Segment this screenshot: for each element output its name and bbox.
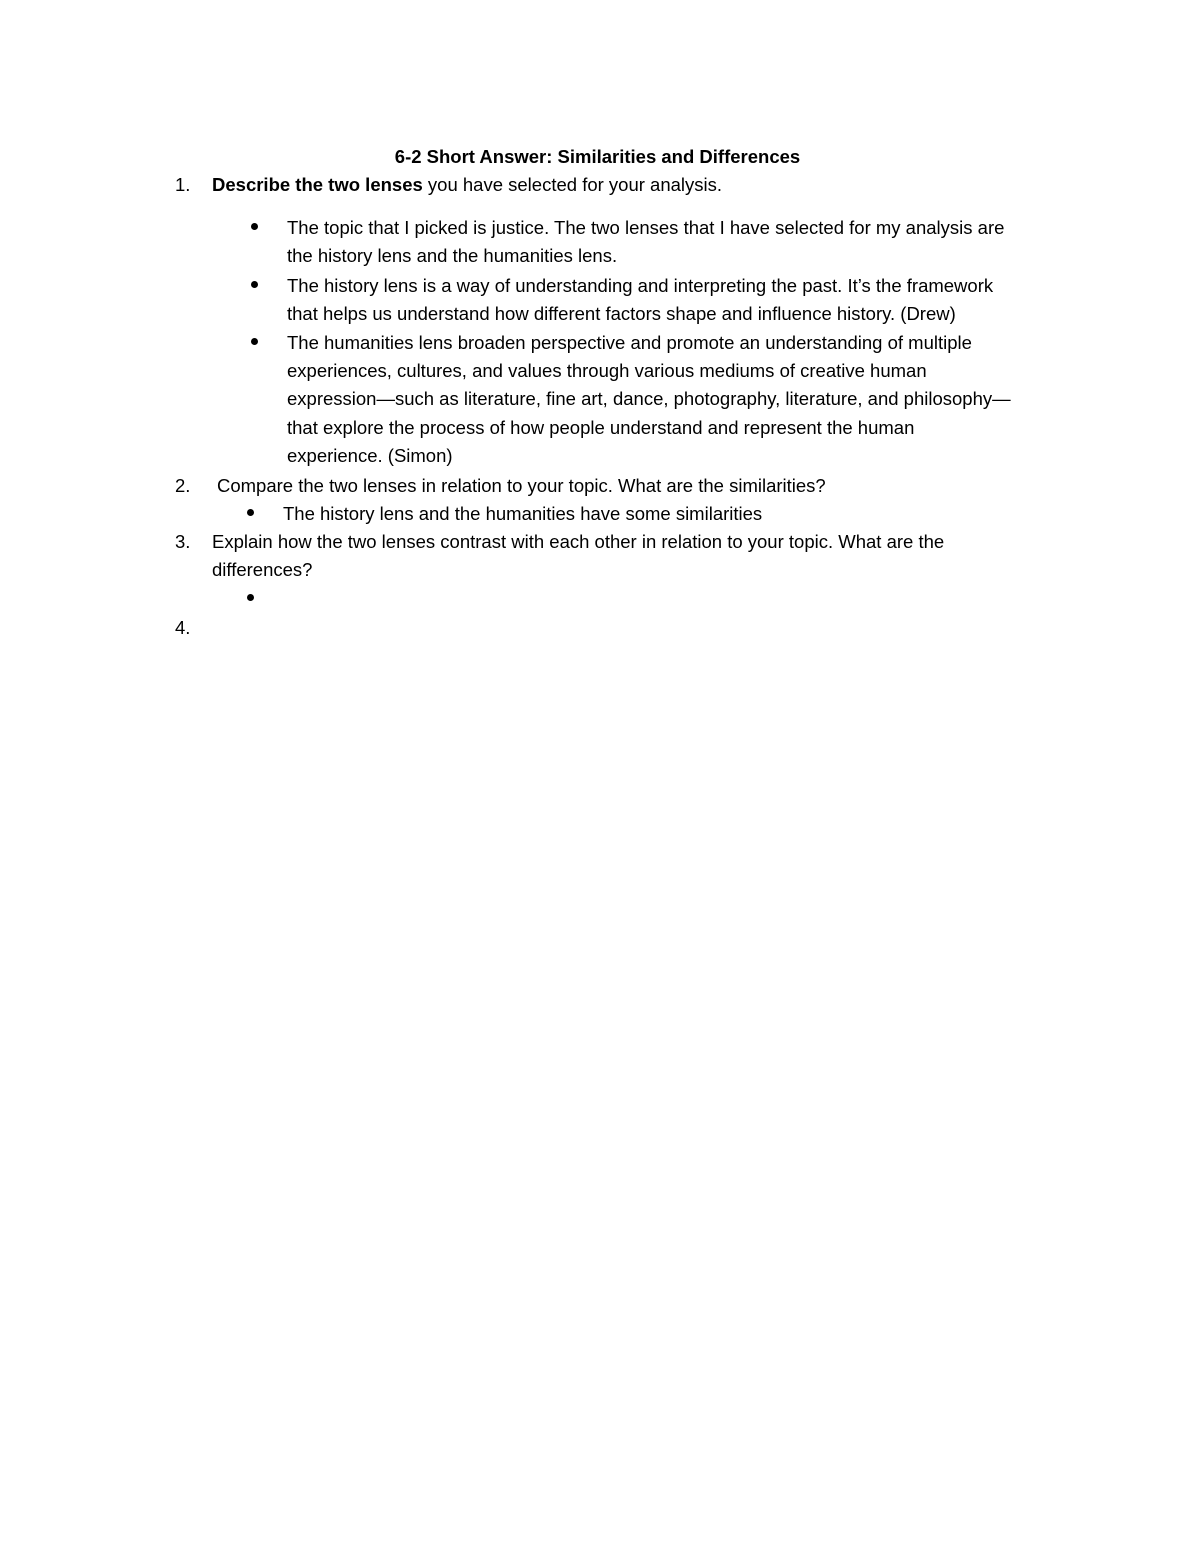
- bullet-icon: [247, 594, 254, 601]
- question-3-line-1: Explain how the two lenses contrast with each other in relation to your topic. What are the: [212, 531, 945, 552]
- list-number-2: 2.: [175, 475, 191, 496]
- question-1-rest: you have selected for your analysis.: [422, 174, 723, 195]
- question-3-line-2: differences?: [212, 559, 313, 580]
- answer-1c-line-4: that explore the process of how people understand and represent the human: [287, 417, 915, 438]
- bullet-icon: [251, 338, 258, 345]
- bullet-icon: [247, 509, 254, 516]
- question-1-bold: Describe the two lenses: [212, 174, 423, 195]
- answer-1a-line-1: The topic that I picked is justice. The two lenses that I have selected for my analysis are: [287, 217, 1005, 238]
- answer-2a-line-1: The history lens and the humanities have some similarities: [283, 503, 763, 524]
- bullet-icon: [251, 223, 258, 230]
- answer-1b-line-2: that helps us understand how different factors shape and influence history. (Drew): [287, 303, 956, 324]
- answer-1c-line-2: experiences, cultures, and values through various mediums of creative human: [287, 360, 927, 381]
- answer-1b-line-1: The history lens is a way of understanding and interpreting the past. It’s the framework: [287, 275, 994, 296]
- answer-1c-line-3: expression—such as literature, fine art, dance, photography, literature, and philosophy—: [287, 388, 1011, 409]
- bullet-icon: [251, 281, 258, 288]
- list-number-3: 3.: [175, 531, 191, 552]
- list-number-1: 1.: [175, 174, 191, 195]
- question-1: [212, 173, 722, 197]
- document-title: 6-2 Short Answer: Similarities and Differences: [394, 146, 801, 167]
- list-number-4: 4.: [175, 617, 191, 638]
- answer-1c-line-1: The humanities lens broaden perspective and promote an understanding of multiple: [287, 332, 972, 353]
- question-2: Compare the two lenses in relation to your topic. What are the similarities?: [217, 475, 826, 496]
- answer-1c-line-5: experience. (Simon): [287, 445, 453, 466]
- answer-1a-line-2: the history lens and the humanities lens.: [287, 245, 618, 266]
